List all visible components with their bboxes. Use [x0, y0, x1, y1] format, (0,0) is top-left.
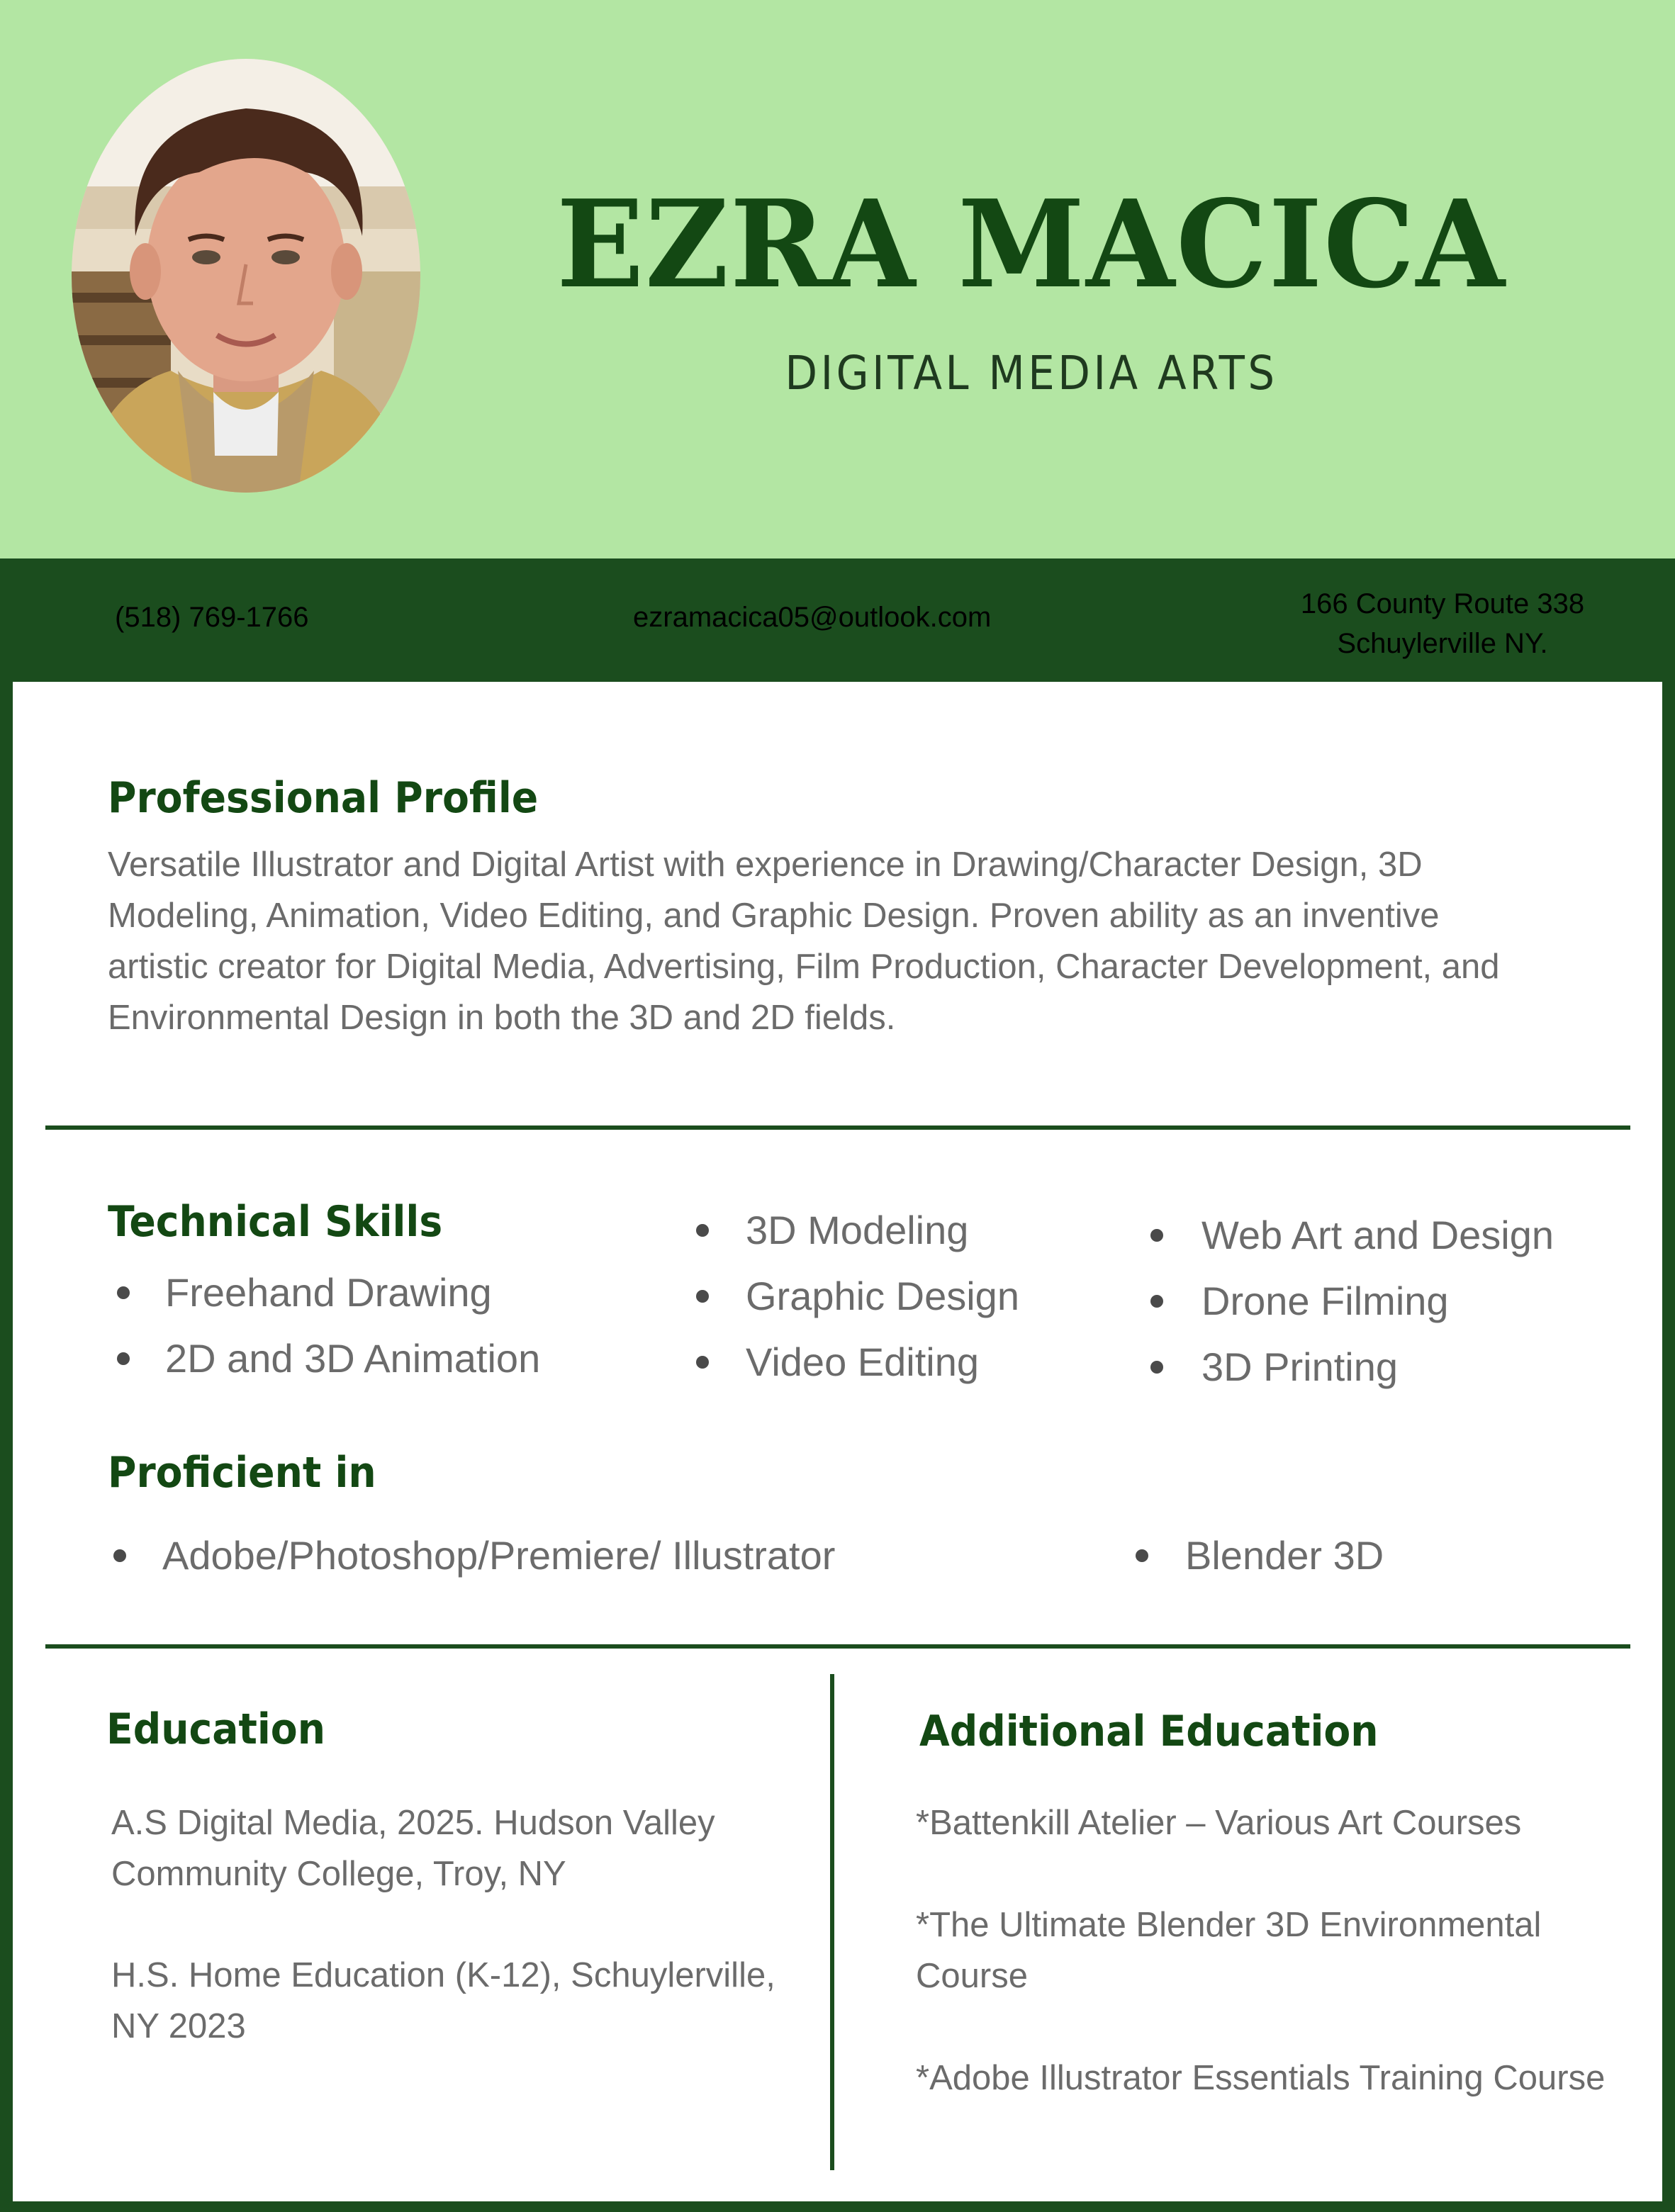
bullet-icon [113, 1549, 126, 1562]
profile-photo [72, 59, 420, 493]
skills-heading: Technical Skills [108, 1197, 443, 1247]
education-entry-2-line-2: NY 2023 [111, 2007, 246, 2045]
email-address: ezramacica05@outlook.com [633, 602, 992, 633]
additional-entry-1-line-1: *Battenkill Atelier – Various Art Courses [916, 1804, 1522, 1842]
education-entry-1-line-1: A.S Digital Media, 2025. Hudson Valley [111, 1804, 715, 1842]
profile-heading: Professional Profile [108, 773, 539, 823]
profile-line-2: Modeling, Animation, Video Editing, and Graphic Design. Proven ability as an inventive [108, 897, 1440, 935]
education-entry-1-line-2: Community College, Troy, NY [111, 1855, 566, 1893]
bullet-icon [1150, 1361, 1163, 1374]
additional-entry-2-line-2: Course [916, 1957, 1028, 1995]
section-divider [45, 1125, 1630, 1130]
bullet-icon [696, 1290, 709, 1303]
skill-item: Drone Filming [1201, 1279, 1449, 1323]
education-entry-2-line-1: H.S. Home Education (K-12), Schuylerville, [111, 1956, 775, 1994]
education-heading: Education [106, 1705, 326, 1754]
bullet-icon [696, 1224, 709, 1237]
skill-item: Web Art and Design [1201, 1213, 1554, 1257]
candidate-title: DIGITAL MEDIA ARTS [785, 346, 1278, 400]
column-divider [830, 1674, 834, 2170]
skill-item: Freehand Drawing [165, 1270, 492, 1315]
section-divider [45, 1644, 1630, 1649]
additional-education-heading: Additional Education [919, 1707, 1379, 1756]
phone-number: (518) 769-1766 [115, 602, 309, 633]
portrait-photo-icon [72, 59, 420, 493]
proficient-heading: Proficient in [108, 1448, 376, 1498]
bullet-icon [1150, 1295, 1163, 1308]
bullet-icon [117, 1286, 130, 1299]
skill-item: Video Editing [746, 1340, 979, 1384]
proficient-item: Blender 3D [1185, 1533, 1384, 1578]
bullet-icon [1136, 1549, 1148, 1562]
profile-line-1: Versatile Illustrator and Digital Artist with experience in Drawing/Character Design, 3D [108, 846, 1423, 884]
profile-line-3: artistic creator for Digital Media, Advertising, Film Production, Character Development, and [108, 948, 1500, 986]
additional-entry-2-line-1: *The Ultimate Blender 3D Environmental [916, 1906, 1542, 1944]
candidate-name: EZRA MACICA [556, 174, 1506, 315]
address-line-2: Schuylerville NY. [1337, 628, 1548, 659]
skill-item: Graphic Design [746, 1274, 1019, 1318]
skill-item: 3D Modeling [746, 1208, 969, 1252]
mailing-address [1248, 584, 1637, 663]
skill-item: 2D and 3D Animation [165, 1336, 541, 1381]
address-line-1: 166 County Route 338 [1300, 588, 1585, 619]
proficient-item: Adobe/Photoshop/Premiere/ Illustrator [162, 1533, 836, 1578]
skill-item: 3D Printing [1201, 1344, 1399, 1389]
bullet-icon [1150, 1229, 1163, 1242]
bullet-icon [117, 1352, 130, 1365]
additional-entry-3-line-1: *Adobe Illustrator Essentials Training Course [916, 2059, 1606, 2097]
bullet-icon [696, 1356, 709, 1369]
profile-line-4: Environmental Design in both the 3D and 2D fields. [108, 999, 896, 1037]
